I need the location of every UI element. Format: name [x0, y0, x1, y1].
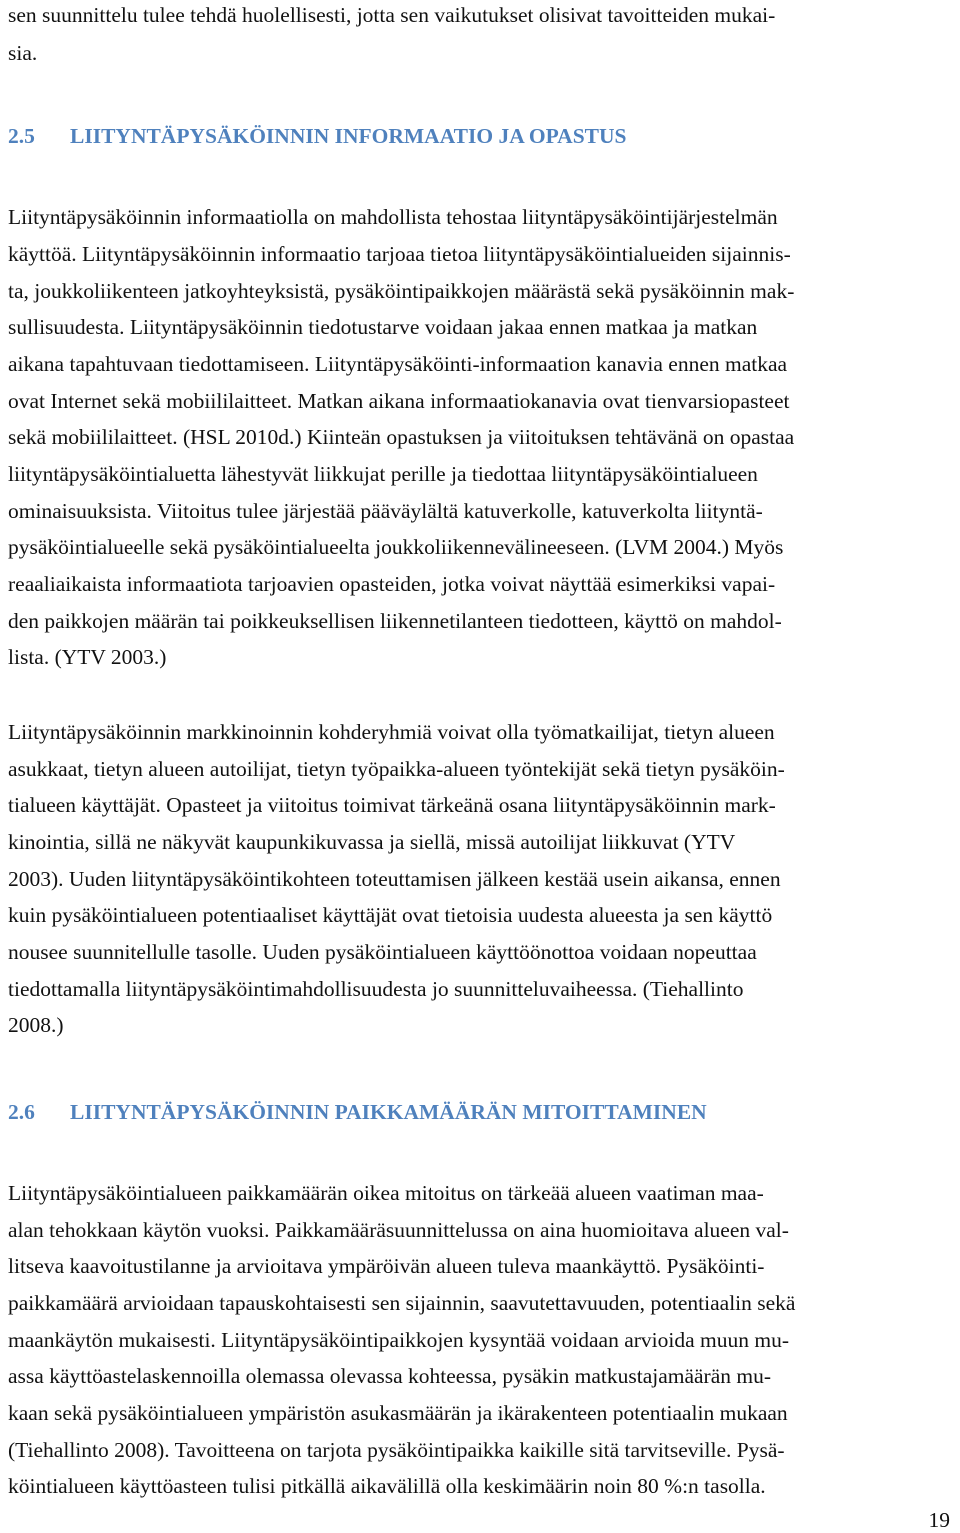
text-line: 2008.) — [8, 1013, 64, 1037]
text-line: 2003). Uuden liityntäpysäköintikohteen toteuttamisen jälkeen kestää usein aikansa, ennen — [8, 867, 781, 891]
text-line: köintialueen käyttöasteen tulisi pitkällä aikavälillä olla keskimäärin noin 80 %:n tasolla. — [8, 1474, 766, 1498]
text-line: pysäköintialueelle sekä pysäköintialueelta joukkoliikennevälineeseen. (LVM 2004.) Myös — [8, 535, 784, 559]
section-title: LIITYNTÄPYSÄKÖINNIN INFORMAATIO JA OPASTUS — [70, 124, 627, 148]
section-number: 2.6 — [8, 1100, 35, 1124]
section-title: LIITYNTÄPYSÄKÖINNIN PAIKKAMÄÄRÄN MITOITTAMINEN — [70, 1100, 707, 1124]
text-line: liityntäpysäköintialuetta lähestyvät liikkujat perille ja tiedottaa liityntäpysäköintialueen — [8, 462, 758, 486]
text-line: käyttöä. Liityntäpysäköinnin informaatio tarjoaa tietoa liityntäpysäköintialueiden sijainnis- — [8, 242, 791, 266]
text-line: lista. (YTV 2003.) — [8, 645, 167, 669]
text-line: kuin pysäköintialueen potentiaaliset käyttäjät ovat tietoisia uudesta alueesta ja sen käyttö — [8, 903, 773, 927]
text-line: maankäytön mukaisesti. Liityntäpysäköintipaikkojen kysyntää voidaan arvioida muun mu- — [8, 1328, 790, 1352]
text-line: reaaliaikaista informaatiota tarjoavien opasteiden, jotka voivat näyttää esimerkiksi vapai- — [8, 572, 776, 596]
text-line: paikkamäärä arvioidaan tapauskohtaisesti sen sijainnin, saavutettavuuden, potentiaalin sekä — [8, 1291, 796, 1315]
text-line: assa käyttöastelaskennoilla olemassa olevassa kohteessa, pysäkin matkustajamäärän mu- — [8, 1364, 772, 1388]
text-line: litseva kaavoitustilanne ja arvioitava ympäröivän alueen tuleva maankäyttö. Pysäköinti- — [8, 1254, 765, 1278]
text-line: sen suunnittelu tulee tehdä huolellisesti, jotta sen vaikutukset olisivat tavoitteiden mukai- — [8, 3, 776, 27]
text-line: Liityntäpysäköinnin markkinoinnin kohderyhmiä voivat olla työmatkailijat, tietyn alueen — [8, 720, 775, 744]
section-number: 2.5 — [8, 124, 35, 148]
text-line: sullisuudesta. Liityntäpysäköinnin tiedotustarve voidaan jakaa ennen matkaa ja matkan — [8, 315, 758, 339]
text-line: Liityntäpysäköinnin informaatiolla on mahdollista tehostaa liityntäpysäköintijärjestelmän — [8, 205, 778, 229]
text-line: tialueen käyttäjät. Opasteet ja viitoitus toimivat tärkeänä osana liityntäpysäköinnin mark- — [8, 793, 776, 817]
text-line: asukkaat, tietyn alueen autoilijat, tietyn työpaikka-alueen työntekijät sekä tietyn pysäköin- — [8, 757, 785, 781]
text-line: ominaisuuksista. Viitoitus tulee järjestää pääväylältä katuverkolle, katuverkolta liityntä- — [8, 499, 763, 523]
text-line: nousee suunnitellulle tasolle. Uuden pysäköintialueen käyttöönottoa voidaan nopeuttaa — [8, 940, 757, 964]
text-line: sia. — [8, 41, 38, 65]
text-line: kinointia, sillä ne näkyvät kaupunkikuvassa ja siellä, missä autoilijat liikkuvat (YTV — [8, 830, 736, 854]
text-line: sekä mobiililaitteet. (HSL 2010d.) Kiinteän opastuksen ja viitoituksen tehtävänä on opastaa — [8, 425, 795, 449]
section-heading-2-6 — [8, 1097, 707, 1127]
text-line: kaan sekä pysäköintialueen ympäristön asukasmäärän ja ikärakenteen potentiaalin mukaan — [8, 1401, 788, 1425]
text-line: ta, joukkoliikenteen jatkoyhteyksistä, pysäköintipaikkojen määrästä sekä pysäköinnin mak- — [8, 279, 795, 303]
text-line: ovat Internet sekä mobiililaitteet. Matkan aikana informaatiokanavia ovat tienvarsiopasteet — [8, 389, 790, 413]
text-line: alan tehokkaan käytön vuoksi. Paikkamääräsuunnittelussa on aina huomioitava alueen val- — [8, 1218, 789, 1242]
text-line: Liityntäpysäköintialueen paikkamäärän oikea mitoitus on tärkeää alueen vaatiman maa- — [8, 1181, 764, 1205]
section-heading-2-5 — [8, 121, 626, 151]
text-line: tiedottamalla liityntäpysäköintimahdollisuudesta jo suunnitteluvaiheessa. (Tiehallinto — [8, 977, 744, 1001]
text-line: aikana tapahtuvaan tiedottamiseen. Liityntäpysäköinti-informaation kanavia ennen matkaa — [8, 352, 788, 376]
text-line: (Tiehallinto 2008). Tavoitteena on tarjota pysäköintipaikka kaikille sitä tarvitseville. Pysä- — [8, 1438, 785, 1462]
text-line: den paikkojen määrän tai poikkeuksellisen liikennetilanteen tiedotteen, käyttö on mahdol- — [8, 609, 782, 633]
page-number: 19 — [928, 1508, 950, 1532]
